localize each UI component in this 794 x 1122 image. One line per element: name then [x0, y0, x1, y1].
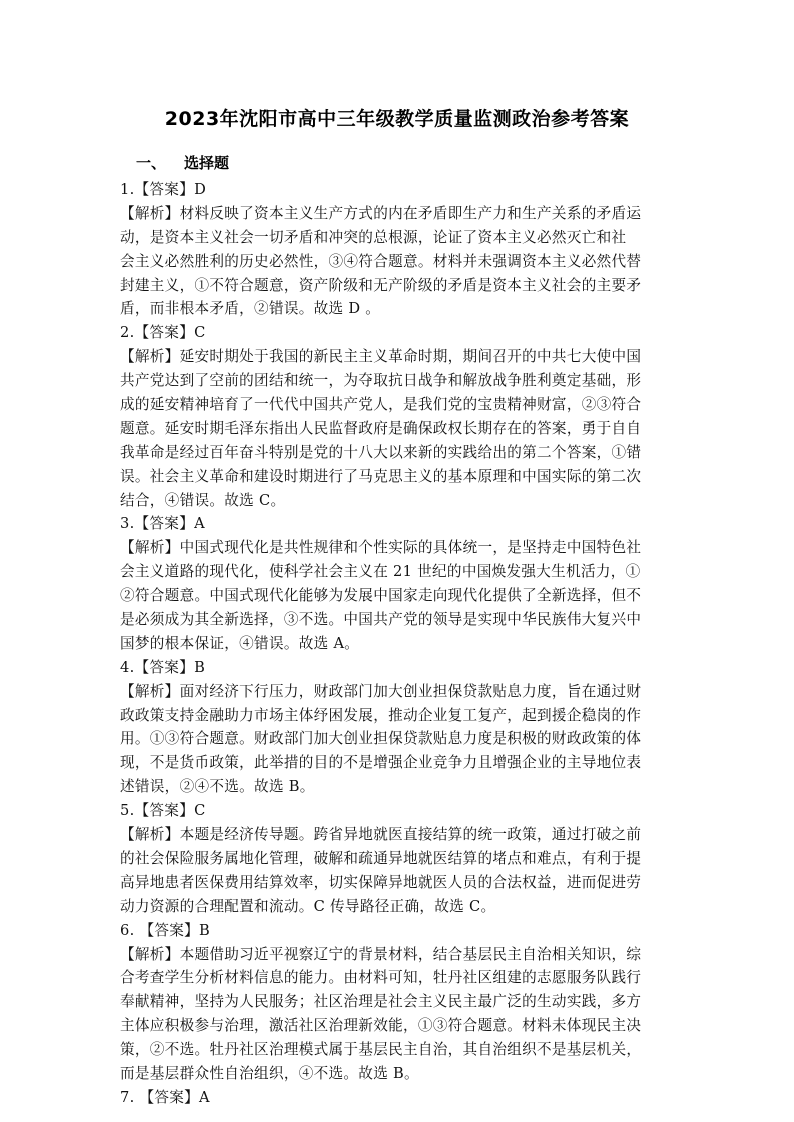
analysis-line: 高异地患者医保费用结算效率，切实保障异地就医人员的合法权益，进而促进劳	[120, 873, 642, 891]
answer-item	[120, 799, 678, 918]
analysis-line: 成的延安精神培育了一代代中国共产党人，是我们党的宝贵精神财富，②③符合	[120, 396, 642, 414]
analysis-line: 的社会保险服务属地化管理，破解和疏通异地就医结算的堵点和难点，有利于提	[120, 849, 642, 867]
analysis-line: 现，不是货币政策，此举措的目的不是增强企业竞争力且增强企业的主导地位表	[120, 754, 642, 772]
answer-label: 2.【答案】C	[120, 324, 206, 342]
analysis-line: 用。①③符合题意。财政部门加大创业担保贷款贴息力度是积极的财政政策的体	[120, 730, 642, 748]
answer-item	[120, 1086, 678, 1110]
answer-item	[120, 512, 678, 655]
answer-item	[120, 919, 678, 1086]
answer-label: 3.【答案】A	[120, 515, 205, 533]
answer-list	[120, 178, 678, 1110]
analysis-line: 而是基层群众性自治组织，④不选。故选 B。	[120, 1064, 419, 1082]
analysis-line: 动，是资本主义社会一切矛盾和冲突的总根源，论证了资本主义必然灭亡和社	[120, 228, 627, 246]
answer-label: 7. 【答案】A	[120, 1088, 210, 1106]
analysis-line: 【解析】材料反映了资本主义生产方式的内在矛盾即生产力和生产关系的矛盾运	[120, 204, 642, 222]
analysis-line: 主体应积极参与治理，激活社区治理新效能，①③符合题意。材料未体现民主决	[120, 1017, 642, 1035]
answer-item	[120, 656, 678, 799]
analysis-line: 策，②不选。牡丹社区治理模式属于基层民主自治，其自治组织不是基层机关，	[120, 1041, 642, 1059]
section-heading	[136, 152, 229, 173]
analysis-line: 合考查学生分析材料信息的能力。由材料可知，牡丹社区组建的志愿服务队践行	[120, 969, 642, 987]
analysis-line: 政政策支持金融助力市场主体纾困发展，推动企业复工复产，起到援企稳岗的作	[120, 706, 642, 724]
analysis-line: 【解析】中国式现代化是共性规律和个性实际的具体统一，是坚持走中国特色社	[120, 539, 642, 557]
answer-label: 1.【答案】D	[120, 181, 207, 198]
answer-item	[120, 178, 678, 321]
analysis-line: 会主义道路的现代化，使科学社会主义在 21 世纪的中国焕发强大生机活力，①	[120, 563, 641, 581]
analysis-line: 封建主义，①不符合题意，资产阶级和无产阶级的矛盾是资本主义社会的主要矛	[120, 276, 642, 294]
analysis-line: 误。社会主义革命和建设时期进行了马克思主义的基本原理和中国实际的第二次	[120, 467, 642, 485]
analysis-line: 我革命是经过百年奋斗特别是党的十八大以来新的实践给出的第二个答案，①错	[120, 443, 642, 461]
analysis-line: 【解析】本题借助习近平视察辽宁的背景材料，结合基层民主自治相关知识，综	[120, 945, 642, 963]
analysis-line: 【解析】面对经济下行压力，财政部门加大创业担保贷款贴息力度，旨在通过财	[120, 682, 642, 700]
answer-label: 5.【答案】C	[120, 802, 206, 820]
analysis-line: ②符合题意。中国式现代化能够为发展中国家走向现代化提供了全新选择，但不	[120, 587, 642, 605]
analysis-line: 结合，④错误。故选 C。	[120, 491, 286, 509]
analysis-line: 奉献精神，坚持为人民服务；社区治理是社会主义民主最广泛的生动实践，多方	[120, 993, 642, 1011]
answer-label: 6. 【答案】B	[120, 921, 211, 939]
analysis-line: 盾，而非根本矛盾，②错误。故选 D 。	[120, 300, 381, 318]
analysis-line: 会主义必然胜利的历史必然性，③④符合题意。材料并未强调资本主义必然代替	[120, 252, 642, 270]
answer-label: 4.【答案】B	[120, 658, 206, 676]
analysis-line: 国梦的根本保证，④错误。故选 A。	[120, 634, 360, 652]
analysis-line: 是必须成为其全新选择，③不选。中国共产党的领导是实现中华民族伟大复兴中	[120, 611, 642, 629]
answer-item	[120, 321, 678, 512]
analysis-line: 共产党达到了空前的团结和统一，为夺取抗日战争和解放战争胜利奠定基础，形	[120, 372, 642, 390]
analysis-line: 【解析】本题是经济传导题。跨省异地就医直接结算的统一政策，通过打破之前	[120, 826, 642, 844]
page-title: 2023年沈阳市高中三年级教学质量监测政治参考答案	[164, 108, 630, 130]
analysis-line: 动力资源的合理配置和流动。C 传导路径正确，故选 C。	[120, 897, 496, 915]
analysis-line: 题意。延安时期毛泽东指出人民监督政府是确保政权长期存在的答案，勇于自自	[120, 419, 642, 437]
analysis-line: 【解析】延安时期处于我国的新民主主义革命时期，期间召开的中共七大使中国	[120, 348, 642, 366]
section-number: 一、	[136, 154, 167, 172]
analysis-line: 述错误，②④不选。故选 B。	[120, 778, 315, 796]
section-label: 选择题	[184, 154, 230, 172]
